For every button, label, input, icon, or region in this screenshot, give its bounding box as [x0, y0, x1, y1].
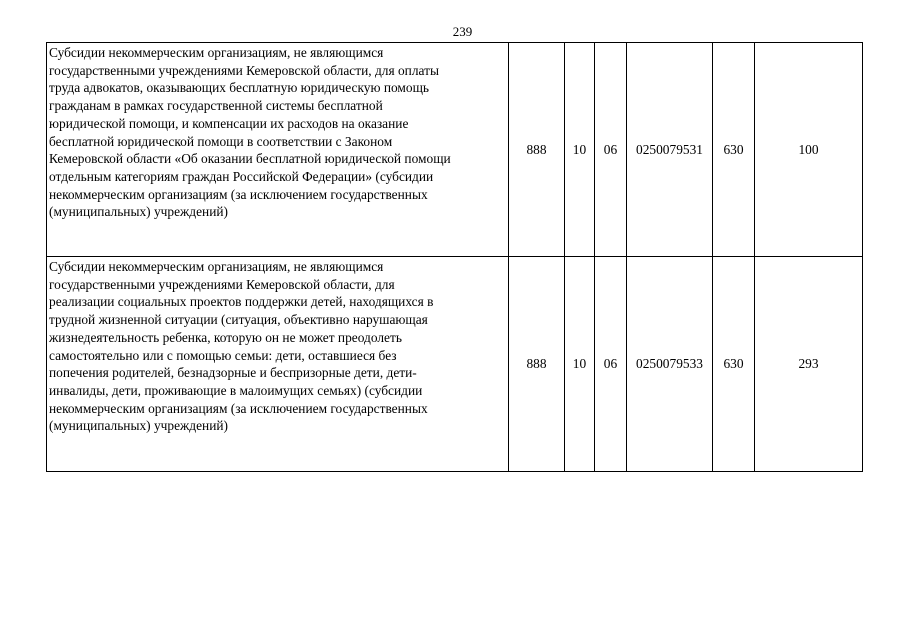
description-line: труда адвокатов, оказывающих бесплатную юридическую помощь — [49, 80, 430, 96]
section-cell: 10 — [565, 257, 595, 472]
row-description — [47, 43, 509, 257]
budget-table — [46, 42, 863, 472]
description-line: инвалиды, дети, проживающие в малоимущих семьях) (субсидии — [49, 382, 423, 398]
description-line: Субсидии некоммерческим организациям, не являющимся — [49, 45, 384, 60]
description-line: Кемеровской области «Об оказании бесплатной юридической помощи — [49, 151, 451, 167]
description-line: гражданам в рамках государственной системы бесплатной — [49, 98, 383, 114]
subsection-cell: 06 — [595, 257, 627, 472]
description-line: жизнедеятельность ребенка, которую он не может преодолеть — [49, 329, 402, 345]
description-line: юридической помощи, и компенсации их расходов на оказание — [49, 115, 409, 131]
description-line: попечения родителей, безнадзорные и беспризорные дети, дети- — [49, 365, 417, 381]
description-line: трудной жизненной ситуации (ситуация, объективно нарушающая — [49, 312, 428, 328]
description-line: (муниципальных) учреждений) — [49, 418, 229, 434]
description-line: государственными учреждениями Кемеровской области, для — [49, 276, 395, 292]
section-cell: 10 — [565, 43, 595, 257]
target-article-cell: 0250079533 — [627, 257, 713, 472]
row-description — [47, 257, 509, 472]
description-line: государственными учреждениями Кемеровской области, для оплаты — [49, 62, 439, 78]
expense-type-cell: 630 — [713, 257, 755, 472]
amount-cell: 293 — [755, 257, 863, 472]
description-line: (муниципальных) учреждений) — [49, 204, 229, 220]
description-line: Субсидии некоммерческим организациям, не являющимся — [49, 259, 384, 274]
expense-type-cell: 630 — [713, 43, 755, 257]
description-line: реализации социальных проектов поддержки детей, находящихся в — [49, 294, 434, 310]
ministry-code-cell: 888 — [509, 257, 565, 472]
amount-cell: 100 — [755, 43, 863, 257]
ministry-code-cell: 888 — [509, 43, 565, 257]
page-number: 239 — [452, 24, 473, 39]
description-line: некоммерческим организациям (за исключением государственных — [49, 186, 428, 202]
description-line: самостоятельно или с помощью семьи: дети, оставшиеся без — [49, 347, 397, 363]
description-line: некоммерческим организациям (за исключением государственных — [49, 400, 428, 416]
target-article-cell: 0250079531 — [627, 43, 713, 257]
description-line: бесплатной юридической помощи в соответствии с Законом — [49, 133, 393, 149]
description-line: отдельным категориям граждан Российской Федерации» (субсидии — [49, 168, 434, 184]
table-row — [47, 43, 863, 257]
table-row — [47, 257, 863, 472]
subsection-cell: 06 — [595, 43, 627, 257]
